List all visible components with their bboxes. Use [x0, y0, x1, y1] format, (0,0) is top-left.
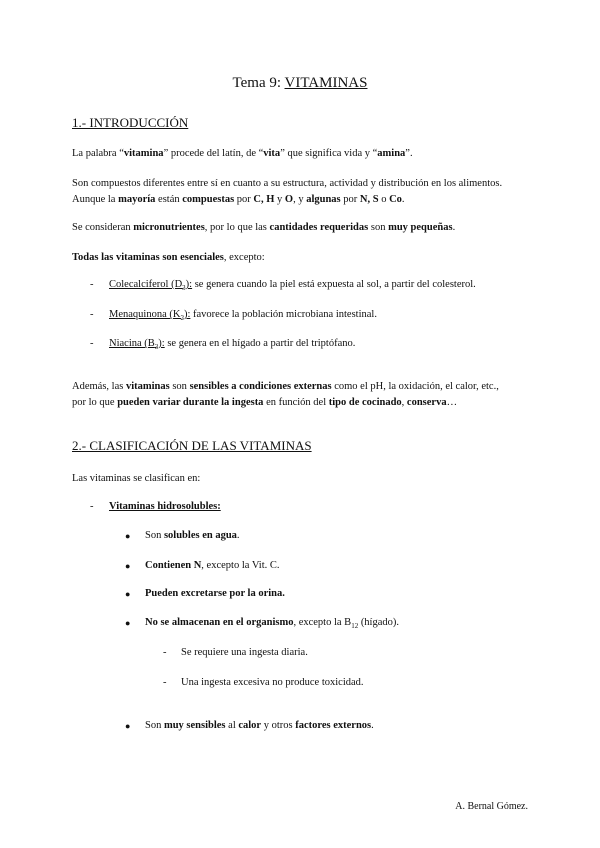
paragraph-classification-intro: Las vitaminas se clasifican en:: [72, 473, 201, 484]
list-dash: -: [90, 338, 94, 349]
section2-heading: 2.- CLASIFICACIÓN DE LAS VITAMINAS: [72, 438, 312, 453]
paragraph-composition-line2: Aunque la mayoría están compuestas por C, H y O, y algunas por N, S o Co.: [72, 194, 405, 205]
paragraph-sensitivity-line1: Además, las vitaminas son sensibles a condiciones externas como el pH, la oxidación, el calor, etc.,: [72, 381, 499, 392]
sub-item-daily-intake: Se requiere una ingesta diaria.: [181, 647, 308, 658]
bullet-item-excretion: Pueden excretarse por la orina.: [145, 588, 285, 599]
paragraph-essential: Todas las vitaminas son esenciales, excepto:: [72, 252, 265, 263]
title-prefix: Tema 9:: [232, 75, 285, 91]
bullet-item-storage: No se almacenan en el organismo, excepto la $B_{12}$ (hígado).: [145, 617, 400, 631]
paragraph-vitamina-origin: La palabra “vitamina” procede del latín, de “vita” que significa vida y “amina”.: [72, 148, 413, 159]
bullet-item-soluble: Son solubles en agua.: [145, 530, 240, 541]
bullet-item-nitrogen: Contienen N, excepto la Vit. C.: [145, 560, 280, 571]
bullet-icon: ●: [125, 561, 131, 571]
list-item-niacina: Niacina $(B_3)$: se genera en el hígado a partir del triptófano.: [109, 338, 356, 352]
list-dash: -: [163, 647, 167, 658]
list-item-colecalciferol: Colecalciferol $(D_3)$: se genera cuando la piel está expuesta al sol, a partir del colesterol.: [109, 279, 476, 293]
list-dash: -: [163, 677, 167, 688]
paragraph-sensitivity-line2: por lo que pueden variar durante la ingesta en función del tipo de cocinado, conserva…: [72, 397, 458, 408]
group-title-hidrosolubles: Vitaminas hidrosolubles:: [109, 501, 221, 512]
list-dash: -: [90, 309, 94, 320]
bullet-icon: ●: [125, 589, 131, 599]
footer-author: A. Bernal Gómez.: [455, 801, 528, 812]
bullet-icon: ●: [125, 531, 131, 541]
list-item-menaquinona: Menaquinona $(K_2)$: favorece la población microbiana intestinal.: [109, 309, 377, 323]
list-dash: -: [90, 501, 94, 512]
bullet-icon: ●: [125, 618, 131, 628]
bullet-item-sensitive: Son muy sensibles al calor y otros factores externos.: [145, 720, 374, 731]
sub-item-no-toxicity: Una ingesta excesiva no produce toxicidad.: [181, 677, 364, 688]
section1-heading: 1.- INTRODUCCIÓN: [72, 115, 189, 130]
paragraph-micronutrients: Se consideran micronutrientes, por lo que las cantidades requeridas son muy pequeñas.: [72, 222, 456, 233]
paragraph-composition-line1: Son compuestos diferentes entre sí en cuanto a su estructura, actividad y distribución en los alimentos.: [72, 178, 503, 189]
page-title: [0, 75, 600, 92]
list-dash: -: [90, 279, 94, 290]
bullet-icon: ●: [125, 721, 131, 731]
title-main: VITAMINAS: [284, 75, 368, 91]
